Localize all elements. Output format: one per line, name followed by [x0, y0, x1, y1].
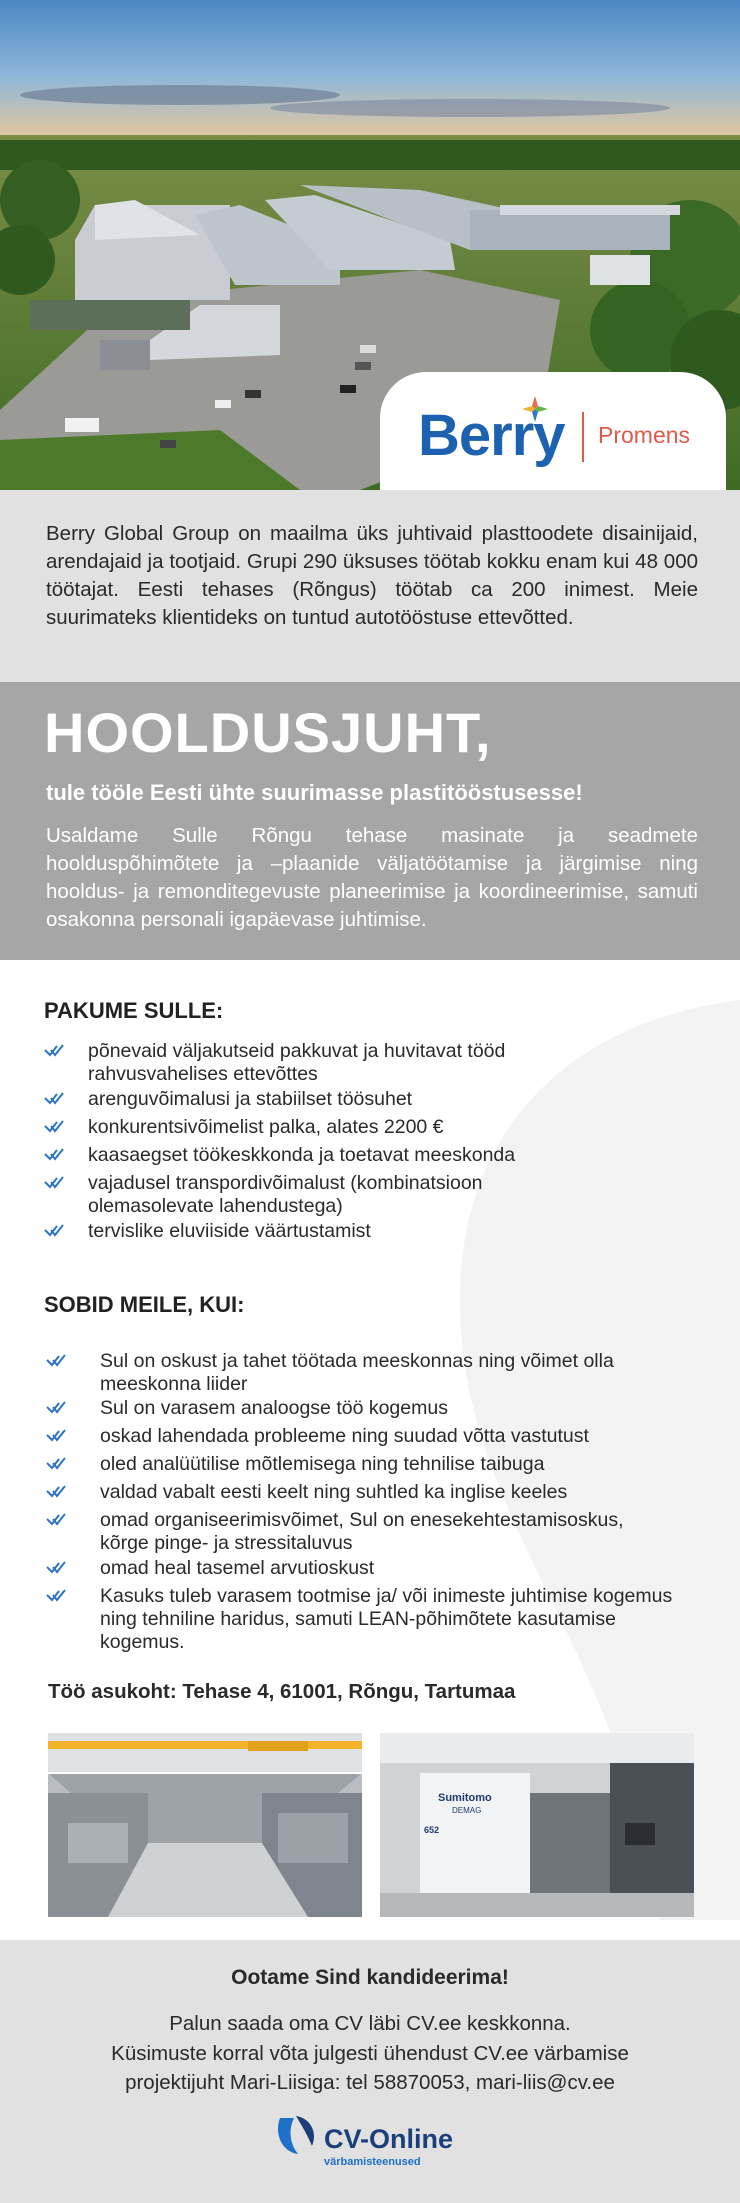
list-item [44, 1088, 604, 1116]
check-icon [46, 1561, 66, 1575]
list-item-text: omad heal tasemel arvutioskust [100, 1557, 375, 1579]
hero-image [0, 0, 740, 490]
list-item-text: tervislike eluviiside väärtustamist [88, 1220, 371, 1242]
machine-sub-label: DEMAG [452, 1806, 482, 1815]
check-icon [44, 1092, 64, 1106]
list-item [46, 1397, 696, 1425]
factory-hall-photo [48, 1733, 362, 1917]
cv-online-logo-name: CV-Online [324, 2124, 454, 2154]
check-icon [46, 1589, 66, 1603]
logo-promens-text: Promens [598, 422, 691, 448]
list-item-text: põnevaid väljakutseid pakkuvat ja huvitavat tööd rahvusvahelises ettevõttes [88, 1040, 506, 1085]
list-item [44, 1116, 604, 1144]
logo-berry-text: Berry [418, 403, 565, 468]
list-item-text: oskad lahendada probleeme ning suudad võtta vastutust [100, 1425, 589, 1447]
list-item-text: konkurentsivõimelist palka, alates 2200 € [88, 1116, 444, 1138]
check-icon [44, 1120, 64, 1134]
injection-machine-image [380, 1733, 694, 1917]
check-icon [44, 1224, 64, 1238]
list-item [46, 1453, 696, 1481]
factory-hall-image [48, 1733, 362, 1917]
list-item [44, 1220, 604, 1248]
list-item-text: arenguvõimalusi ja stabiilset töösuhet [88, 1088, 413, 1110]
logo-divider [582, 412, 584, 462]
list-item-text: kaasaegset töökeskkonda ja toetavat meeskonda [88, 1144, 516, 1166]
machine-number-label: 652 [424, 1825, 440, 1835]
company-intro [0, 490, 740, 682]
list-item-text: Kasuks tuleb varasem tootmise ja/ või inimeste juhtimise kogemus ning tehniline haridus, samuti LEAN-põhimõtete kasutamise kogemus. [100, 1585, 673, 1653]
check-icon [44, 1044, 64, 1058]
contact-line-1: Palun saada oma CV läbi CV.ee keskkonna. [169, 2012, 571, 2035]
list-item-text: Sul on oskust ja tahet töötada meeskonnas ning võimet olla meeskonna liider [100, 1350, 614, 1395]
requirements-title: SOBID MEILE, KUI: [44, 1292, 245, 1317]
offer-list [44, 1040, 604, 1248]
list-item-text: valdad vabalt eesti keelt ning suhtled ka inglise keeles [100, 1481, 568, 1503]
job-subtitle: tule tööle Eesti ühte suurimasse plastitööstusesse! [46, 780, 583, 805]
check-icon [46, 1401, 66, 1415]
check-icon [46, 1354, 66, 1368]
list-item-text: oled analüütilise mõtlemisega ning tehnilise taibuga [100, 1453, 545, 1475]
footer-contact [0, 1940, 740, 2203]
contact-line-3: projektijuht Mari-Liisiga: tel 58870053, mari-liis@cv.ee [125, 2071, 615, 2094]
list-item-text: Sul on varasem analoogse töö kogemus [100, 1397, 448, 1419]
check-icon [46, 1485, 66, 1499]
list-item [46, 1425, 696, 1453]
cv-online-logo-tag: värbamisteenused [324, 2156, 421, 2168]
list-item [44, 1144, 604, 1172]
check-icon [46, 1513, 66, 1527]
list-item [46, 1557, 696, 1585]
check-icon [46, 1457, 66, 1471]
list-item-text: vajadusel transpordivõimalust (kombinatsioon olemasolevate lahendustega) [88, 1172, 483, 1217]
list-item [44, 1040, 604, 1088]
injection-machine-photo [380, 1733, 694, 1917]
job-description: Usaldame Sulle Rõngu tehase masinate ja seadmete hoolduspõhimõtete ja –plaanide väljatöötamise ja järgimise ning hooldus- ja remonditegevuste planeerimise ja koordineerimise, samuti osakonna personali igapäevase juhtimise. [46, 824, 698, 931]
contact-line-2: Küsimuste korral võta julgesti ühendust CV.ee värbamise [111, 2042, 629, 2065]
list-item-text: omad organiseerimisvõimet, Sul on enesekehtestamisoskus, kõrge pinge- ja stressitaluvus [100, 1509, 624, 1554]
list-item [44, 1172, 604, 1220]
check-icon [44, 1148, 64, 1162]
offer-title: PAKUME SULLE: [44, 998, 224, 1023]
list-item [46, 1350, 696, 1397]
cv-online-logo[interactable] [276, 2114, 466, 2174]
company-logo [380, 372, 726, 490]
job-title-band [0, 682, 740, 960]
cv-online-logo-icon [276, 2114, 318, 2158]
job-title: HOOLDUSJUHT, [44, 701, 492, 764]
list-item [46, 1481, 696, 1509]
machine-brand-label: Sumitomo [438, 1792, 492, 1804]
list-item [46, 1509, 696, 1557]
cta-heading: Ootame Sind kandideerima! [231, 1966, 509, 1989]
list-item [46, 1585, 696, 1655]
check-icon [46, 1429, 66, 1443]
job-location: Töö asukoht: Tehase 4, 61001, Rõngu, Tartumaa [48, 1680, 516, 1703]
intro-text: Berry Global Group on maailma üks juhtivaid plasttoodete disainijaid, arendajaid ja tootjaid. Grupi 290 üksuses töötab kokku enam kui 48 000 töötajat. Eesti tehases (Rõngus) töötab ca 200 inimest. Meie suurimateks klientideks on tuntud autotööstuse ettevõtted. [46, 522, 698, 629]
check-icon [44, 1176, 64, 1190]
requirements-list [46, 1350, 696, 1655]
